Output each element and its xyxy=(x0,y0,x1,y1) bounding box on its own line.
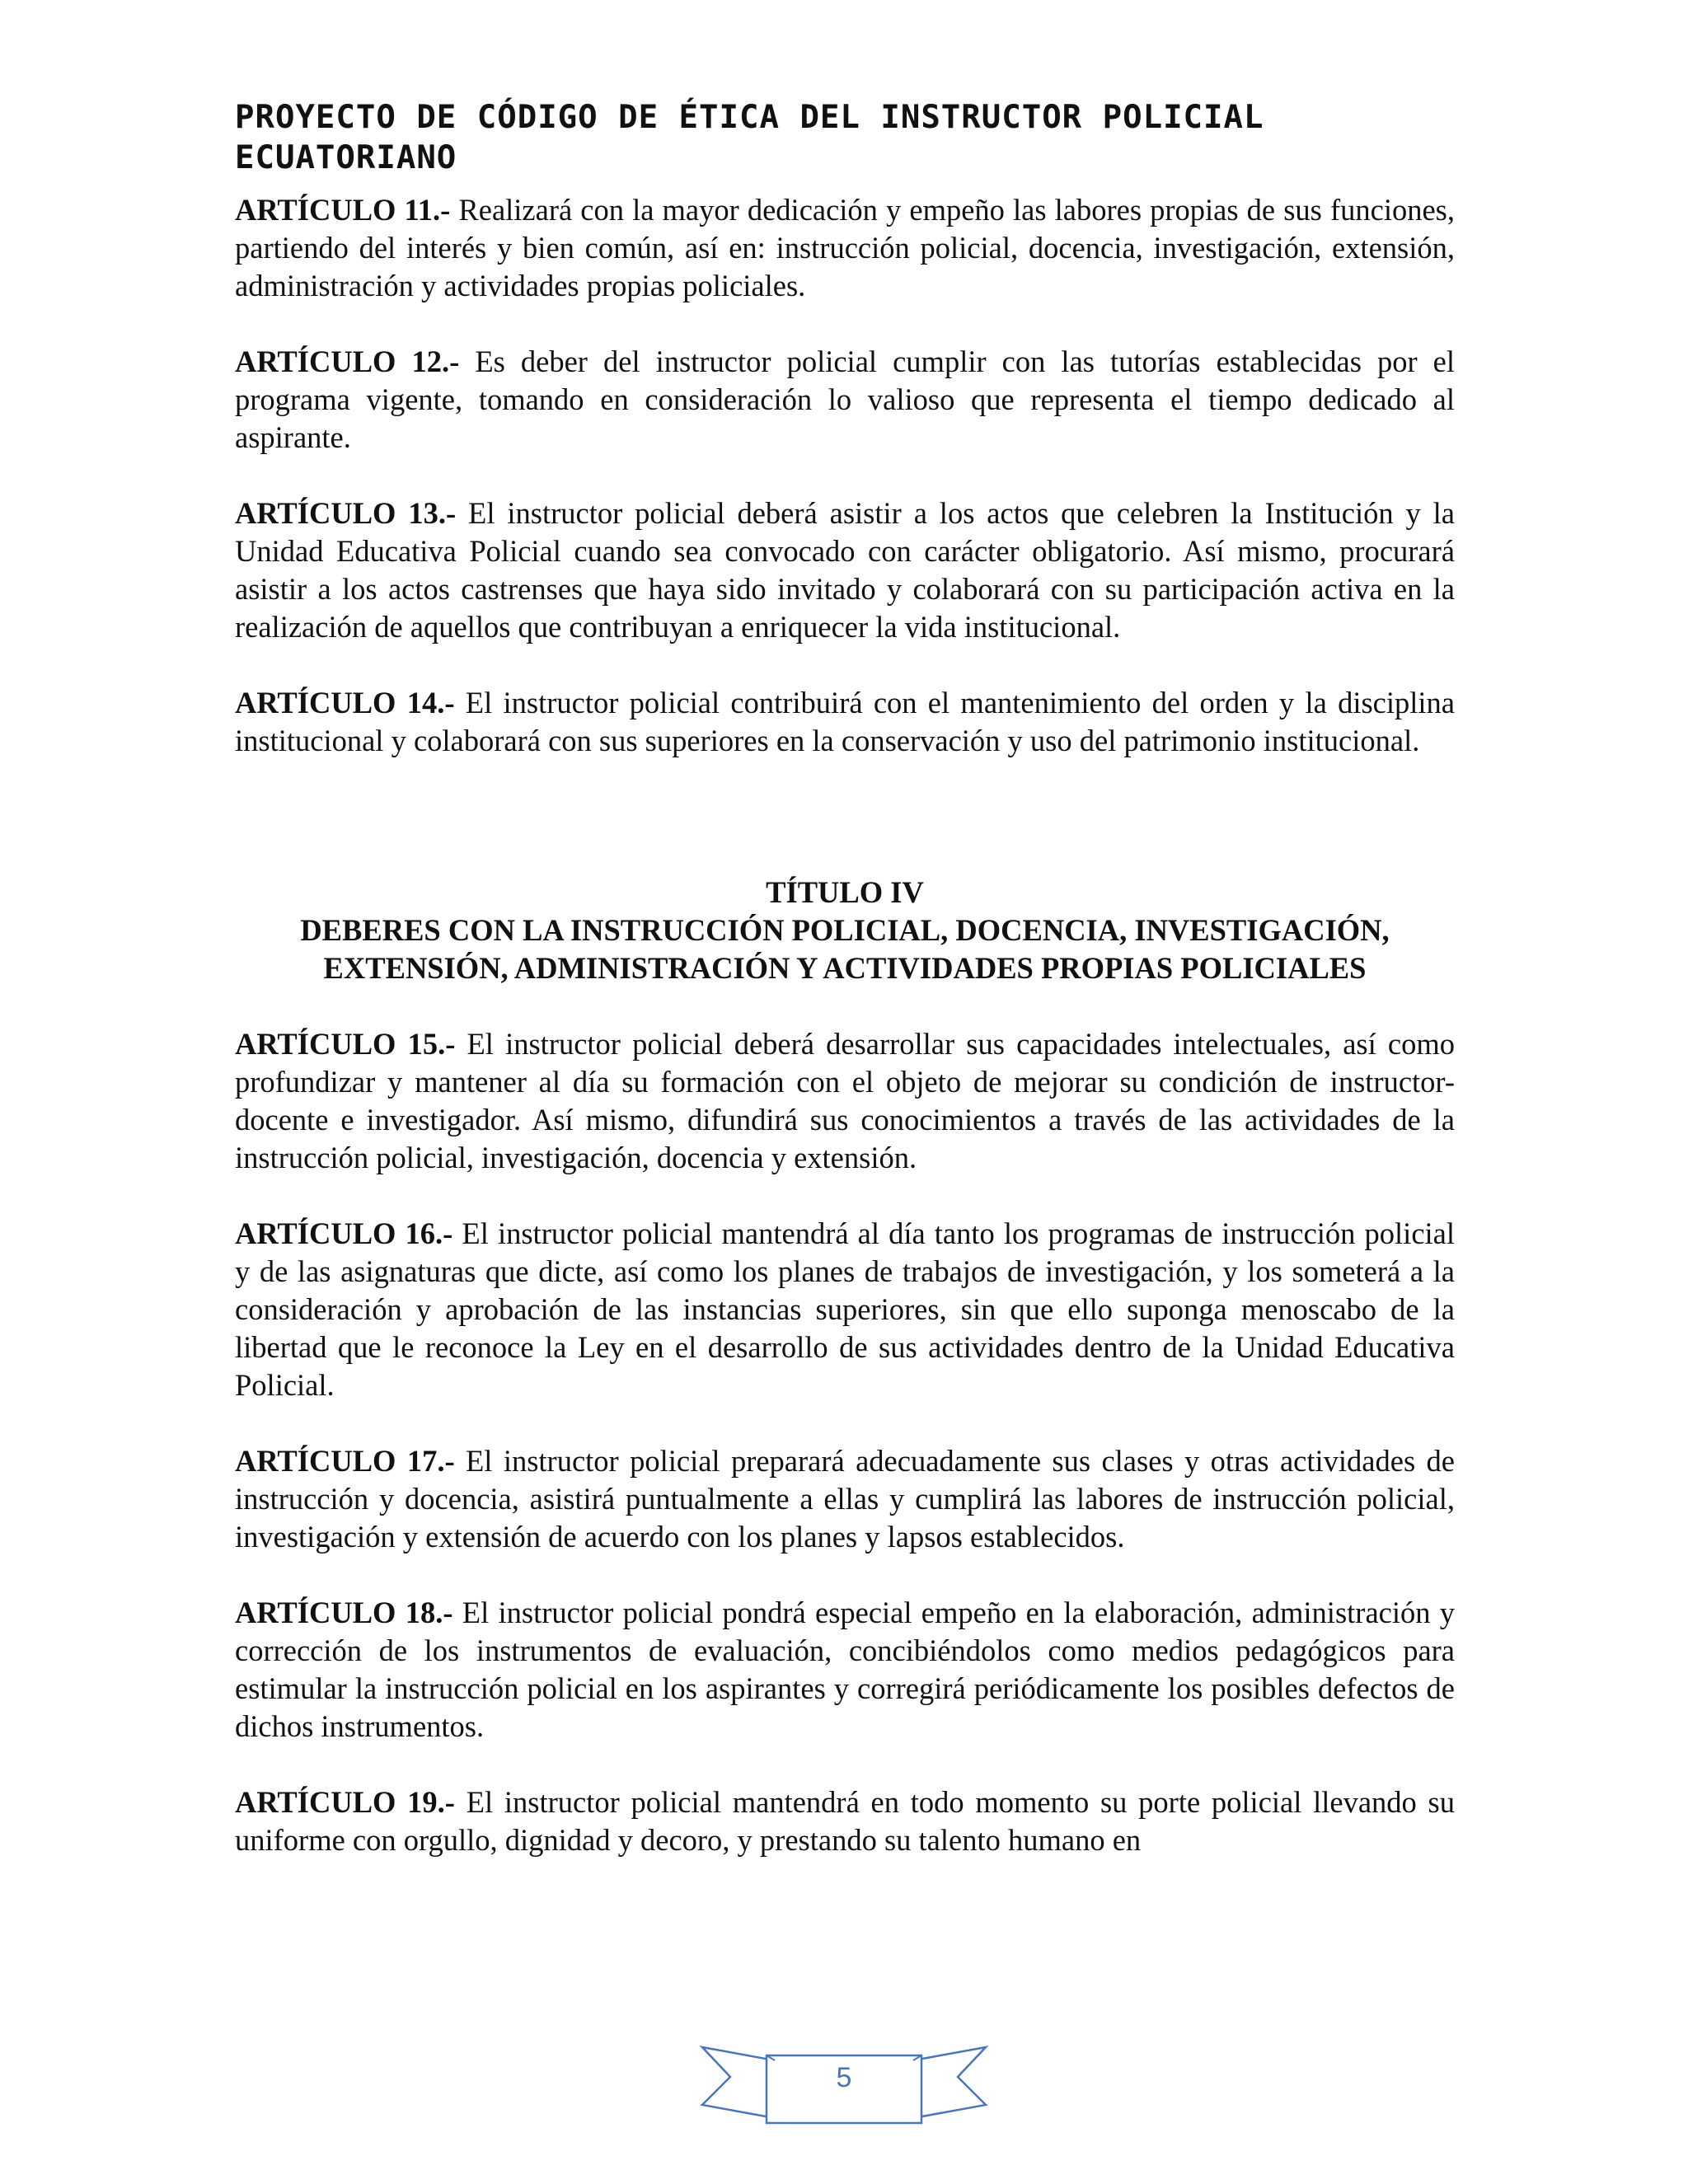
article-text: El instructor policial deberá asistir a los actos que celebren la Institución y la Unidad Educativa Policial cuando sea convocado con carácter obligatorio. Así mismo, procurará asistir a los actos castrenses que haya sido invitado y colaborará con su participación activa en la realización de aquellos que contribuyan a enriquecer la vida institucional. xyxy=(235,496,1455,644)
section-spacer xyxy=(235,798,1455,874)
article-text: El instructor policial mantendrá en todo momento su porte policial llevando su uniforme con orgullo, dignidad y decoro, y prestando su talento humano en xyxy=(235,1785,1456,1857)
article-label: ARTÍCULO 18.- xyxy=(235,1596,453,1629)
article-text: El instructor policial deberá desarrollar sus capacidades intelectuales, así como profundizar y mantener al día su formación con el objeto de mejorar su condición de instructor-docente e investigador. Así mismo, difundirá sus conocimientos a través de las actividades de la instrucción policial, investigación, docencia y extensión. xyxy=(235,1027,1455,1174)
article-13 xyxy=(235,494,1455,646)
header-line-1: PROYECTO DE CÓDIGO DE ÉTICA DEL INSTRUCTOR POLICIAL xyxy=(235,99,1264,136)
article-text: El instructor policial pondrá especial empeño en la elaboración, administración y corrección de los instrumentos de evaluación, concibiéndolos como medios pedagógicos para estimular la instrucción policial en los aspirantes y corregirá periódicamente los posibles defectos de dichos instrumentos. xyxy=(235,1596,1456,1743)
article-14 xyxy=(235,684,1455,760)
article-label: ARTÍCULO 14.- xyxy=(235,686,455,719)
article-label: ARTÍCULO 17.- xyxy=(235,1444,455,1478)
article-label: ARTÍCULO 15.- xyxy=(235,1027,456,1061)
article-text: El instructor policial contribuirá con el mantenimiento del orden y la disciplina institucional y colaborará con sus superiores en la conservación y uso del patrimonio institucional. xyxy=(235,686,1455,757)
title-line-2: DEBERES CON LA INSTRUCCIÓN POLICIAL, DOCENCIA, INVESTIGACIÓN, xyxy=(300,913,1390,947)
article-label: ARTÍCULO 16.- xyxy=(235,1216,453,1250)
page-footer xyxy=(699,2041,989,2131)
document-body xyxy=(235,191,1455,1897)
article-text: El instructor policial mantendrá al día tanto los programas de instrucción policial y de las asignaturas que dicte, así como los planes de trabajos de investigación, y los someterá a la consideración y aprobación de las instancias superiores, sin que ello suponga menoscabo de la libertad que le reconoce la Ley en el desarrollo de sus actividades dentro de la Unidad Educativa Policial. xyxy=(235,1216,1455,1402)
article-label: ARTÍCULO 19.- xyxy=(235,1785,455,1819)
title-line-3: EXTENSIÓN, ADMINISTRACIÓN Y ACTIVIDADES PROPIAS POLICIALES xyxy=(323,951,1367,985)
section-title xyxy=(235,874,1455,987)
page-number: 5 xyxy=(836,2062,852,2093)
header-line-2: ECUATORIANO xyxy=(235,139,457,176)
title-line-1: TÍTULO IV xyxy=(766,875,924,909)
article-text: Realizará con la mayor dedicación y empeño las labores propias de sus funciones, partiendo del interés y bien común, así en: instrucción policial, docencia, investigación, extensión, administración y actividades propias policiales. xyxy=(235,193,1455,302)
article-15 xyxy=(235,1025,1455,1177)
article-16 xyxy=(235,1215,1455,1404)
article-label: ARTÍCULO 12.- xyxy=(235,344,460,378)
article-11 xyxy=(235,191,1455,305)
article-label: ARTÍCULO 11.- xyxy=(235,193,451,227)
article-label: ARTÍCULO 13.- xyxy=(235,496,457,530)
article-text: Es deber del instructor policial cumplir con las tutorías establecidas por el programa vigente, tomando en consideración lo valioso que representa el tiempo dedicado al aspirante. xyxy=(235,344,1455,454)
document-header xyxy=(235,97,1471,178)
article-text: El instructor policial preparará adecuadamente sus clases y otras actividades de instrucción y docencia, asistirá puntualmente a ellas y cumplirá las labores de instrucción policial, investigación y extensión de acuerdo con los planes y lapsos establecidos. xyxy=(235,1444,1455,1554)
article-17 xyxy=(235,1442,1455,1556)
article-19 xyxy=(235,1783,1455,1859)
article-12 xyxy=(235,343,1455,457)
article-18 xyxy=(235,1594,1455,1746)
